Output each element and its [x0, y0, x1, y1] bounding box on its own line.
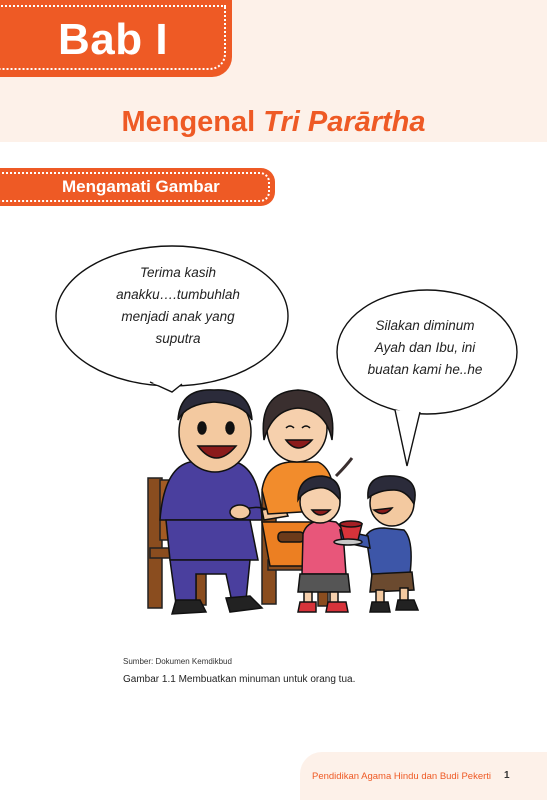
figure-caption: Gambar 1.1 Membuatkan minuman untuk orang tua. [123, 674, 356, 685]
chapter-title-main: Mengenal [121, 106, 264, 138]
chapter-title-italic: Tri Parārtha [263, 106, 426, 138]
speech-text-children [340, 315, 510, 381]
speech-line: Ayah dan Ibu, ini [374, 340, 476, 355]
section-title: Mengamati Gambar [62, 177, 220, 196]
speech-line: buatan kami he..he [367, 362, 483, 377]
speech-line: Terima kasih [139, 265, 217, 280]
speech-text-father [78, 262, 278, 350]
speech-line: Silakan diminum [375, 318, 475, 333]
speech-line: anakku….tumbuhlah [116, 287, 240, 302]
page-number: 1 [504, 770, 510, 781]
speech-line: suputra [155, 331, 201, 346]
footer-book-title: Pendidikan Agama Hindu dan Budi Pekerti [312, 771, 492, 782]
chapter-label: Bab I [58, 15, 169, 64]
speech-line: menjadi anak yang [121, 309, 235, 324]
figure-source: Sumber: Dokumen Kemdikbud [123, 657, 232, 666]
